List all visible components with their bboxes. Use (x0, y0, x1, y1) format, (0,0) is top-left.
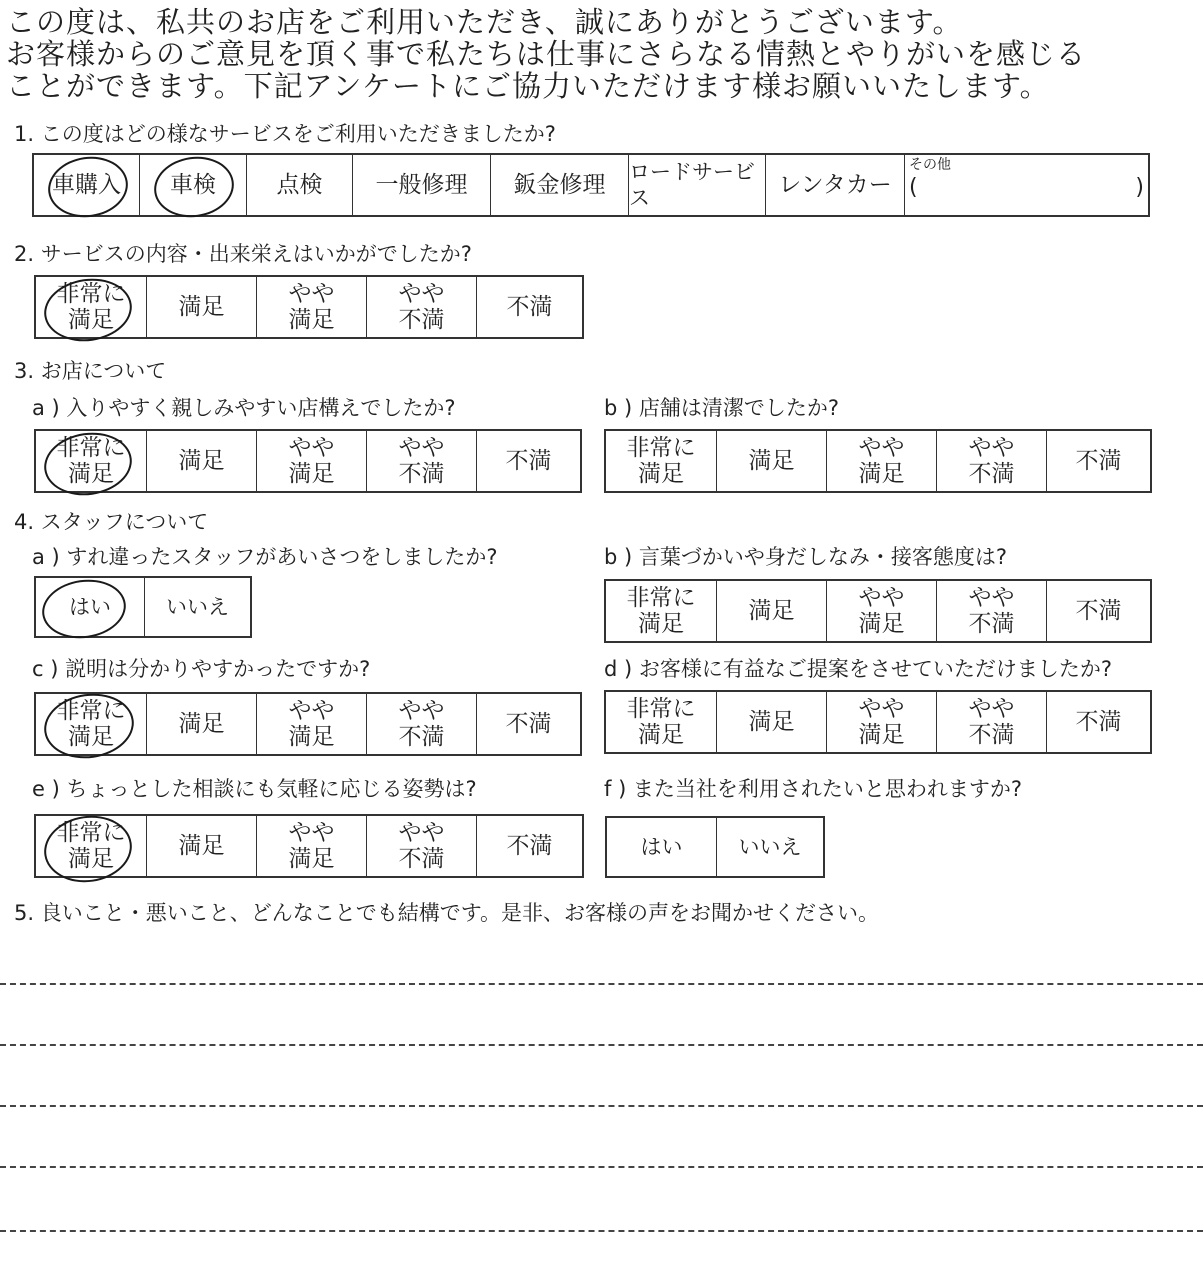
q4e-very-satisfied[interactable]: 非常に 満足 (36, 816, 146, 876)
q1-option-rental-car[interactable]: レンタカー (765, 155, 904, 215)
question-4a: a ) すれ違ったスタッフがあいさつをしましたか? (32, 545, 498, 569)
comment-line (0, 1105, 1203, 1107)
question-5: 5. 良いこと・悪いこと、どんなことでも結構です。是非、お客様の声をお聞かせください。 (14, 901, 880, 925)
q4c-dissatisfied[interactable]: 不満 (476, 694, 580, 754)
question-2: 2. サービスの内容・出来栄えはいかがでしたか? (14, 242, 472, 266)
q4f-no[interactable]: いいえ (716, 818, 823, 876)
question-3a: a ) 入りやすく親しみやすい店構えでしたか? (32, 396, 456, 420)
q4b-somewhat-dissatisfied[interactable]: やや 不満 (936, 581, 1046, 641)
q4a-yesno (34, 576, 252, 638)
q3b-somewhat-dissatisfied[interactable]: やや 不満 (936, 431, 1046, 491)
q2-very-satisfied[interactable]: 非常に 満足 (36, 277, 146, 337)
q3b-somewhat-satisfied[interactable]: やや 満足 (826, 431, 936, 491)
question-1: 1. この度はどの様なサービスをご利用いただきましたか? (14, 122, 556, 146)
q4b-dissatisfied[interactable]: 不満 (1046, 581, 1150, 641)
question-3: 3. お店について (14, 359, 167, 383)
q1-option-road-service[interactable]: ロードサービス (628, 155, 765, 215)
q1-option-other[interactable] (904, 155, 1148, 215)
question-4d: d ) お客様に有益なご提案をさせていただけましたか? (604, 657, 1113, 681)
q2-somewhat-satisfied[interactable]: やや 満足 (256, 277, 366, 337)
intro-text (6, 6, 1196, 102)
q4d-very-satisfied[interactable]: 非常に 満足 (626, 696, 696, 748)
q3b-satisfied[interactable]: 満足 (716, 431, 826, 491)
q4d-dissatisfied[interactable]: 不満 (1046, 692, 1150, 752)
q4c-somewhat-satisfied[interactable]: やや 満足 (256, 694, 366, 754)
q4e-somewhat-dissatisfied[interactable]: やや 不満 (366, 816, 476, 876)
q4f-yes[interactable]: はい (640, 835, 683, 859)
question-4b: b ) 言葉づかいや身だしなみ・接客態度は? (604, 545, 1008, 569)
q4d-satisfied[interactable]: 満足 (716, 692, 826, 752)
q3a-somewhat-dissatisfied[interactable]: やや 不満 (366, 431, 476, 491)
question-4: 4. スタッフについて (14, 510, 209, 534)
comment-line (0, 983, 1203, 985)
other-input[interactable]: ( ) (909, 175, 1144, 200)
q4d-scale (604, 690, 1152, 754)
q1-option-check[interactable]: 点検 (246, 155, 352, 215)
question-4e: e ) ちょっとした相談にも気軽に応じる姿勢は? (32, 777, 477, 801)
q4c-very-satisfied[interactable]: 非常に 満足 (36, 694, 146, 754)
intro-line-1: この度は、私共のお店をご利用いただき、誠にありがとうございます。 (6, 5, 963, 39)
q1-option-general-repair[interactable]: 一般修理 (352, 155, 490, 215)
q4f-yesno (605, 816, 825, 878)
q2-dissatisfied[interactable]: 不満 (476, 277, 582, 337)
question-4f: f ) また当社を利用されたいと思われますか? (604, 777, 1023, 801)
q4e-somewhat-satisfied[interactable]: やや 満足 (256, 816, 366, 876)
q4c-scale (34, 692, 582, 756)
q1-option-body-repair[interactable]: 鈑金修理 (490, 155, 628, 215)
q1-option-car-purchase[interactable]: 車購入 (34, 155, 139, 215)
q4e-dissatisfied[interactable]: 不満 (476, 816, 582, 876)
q1-options (32, 153, 1150, 217)
q2-scale (34, 275, 584, 339)
q3b-dissatisfied[interactable]: 不満 (1046, 431, 1150, 491)
comment-line (0, 1044, 1203, 1046)
comment-line (0, 1166, 1203, 1168)
q4b-somewhat-satisfied[interactable]: やや 満足 (826, 581, 936, 641)
q4c-satisfied[interactable]: 満足 (146, 694, 256, 754)
q2-satisfied[interactable]: 満足 (146, 277, 256, 337)
q2-somewhat-dissatisfied[interactable]: やや 不満 (366, 277, 476, 337)
q4d-somewhat-dissatisfied[interactable]: やや 不満 (936, 692, 1046, 752)
q4e-satisfied[interactable]: 満足 (146, 816, 256, 876)
comment-line (0, 1230, 1203, 1232)
q4a-yes[interactable]: はい (36, 578, 144, 636)
q3b-very-satisfied[interactable]: 非常に 満足 (626, 435, 696, 487)
q4c-somewhat-dissatisfied[interactable]: やや 不満 (366, 694, 476, 754)
other-label: その他 (909, 157, 951, 173)
q3a-satisfied[interactable]: 満足 (146, 431, 256, 491)
q3a-very-satisfied[interactable]: 非常に 満足 (36, 431, 146, 491)
q3a-dissatisfied[interactable]: 不満 (476, 431, 580, 491)
intro-line-3: ことができます。下記アンケートにご協力いただけます様お願いいたします。 (6, 69, 1050, 103)
q4d-somewhat-satisfied[interactable]: やや 満足 (826, 692, 936, 752)
q4e-scale (34, 814, 584, 878)
question-4c: c ) 説明は分かりやすかったですか? (32, 657, 371, 681)
q3b-scale (604, 429, 1152, 493)
q4b-very-satisfied[interactable]: 非常に 満足 (626, 585, 696, 637)
q4b-satisfied[interactable]: 満足 (716, 581, 826, 641)
q3a-somewhat-satisfied[interactable]: やや 満足 (256, 431, 366, 491)
q4a-no[interactable]: いいえ (144, 578, 250, 636)
q3a-scale (34, 429, 582, 493)
question-3b: b ) 店舗は清潔でしたか? (604, 396, 840, 420)
q1-option-inspection[interactable]: 車検 (139, 155, 246, 215)
intro-line-2: お客様からのご意見を頂く事で私たちは仕事にさらなる情熱とやりがいを感じる (6, 37, 1087, 71)
q4b-scale (604, 579, 1152, 643)
